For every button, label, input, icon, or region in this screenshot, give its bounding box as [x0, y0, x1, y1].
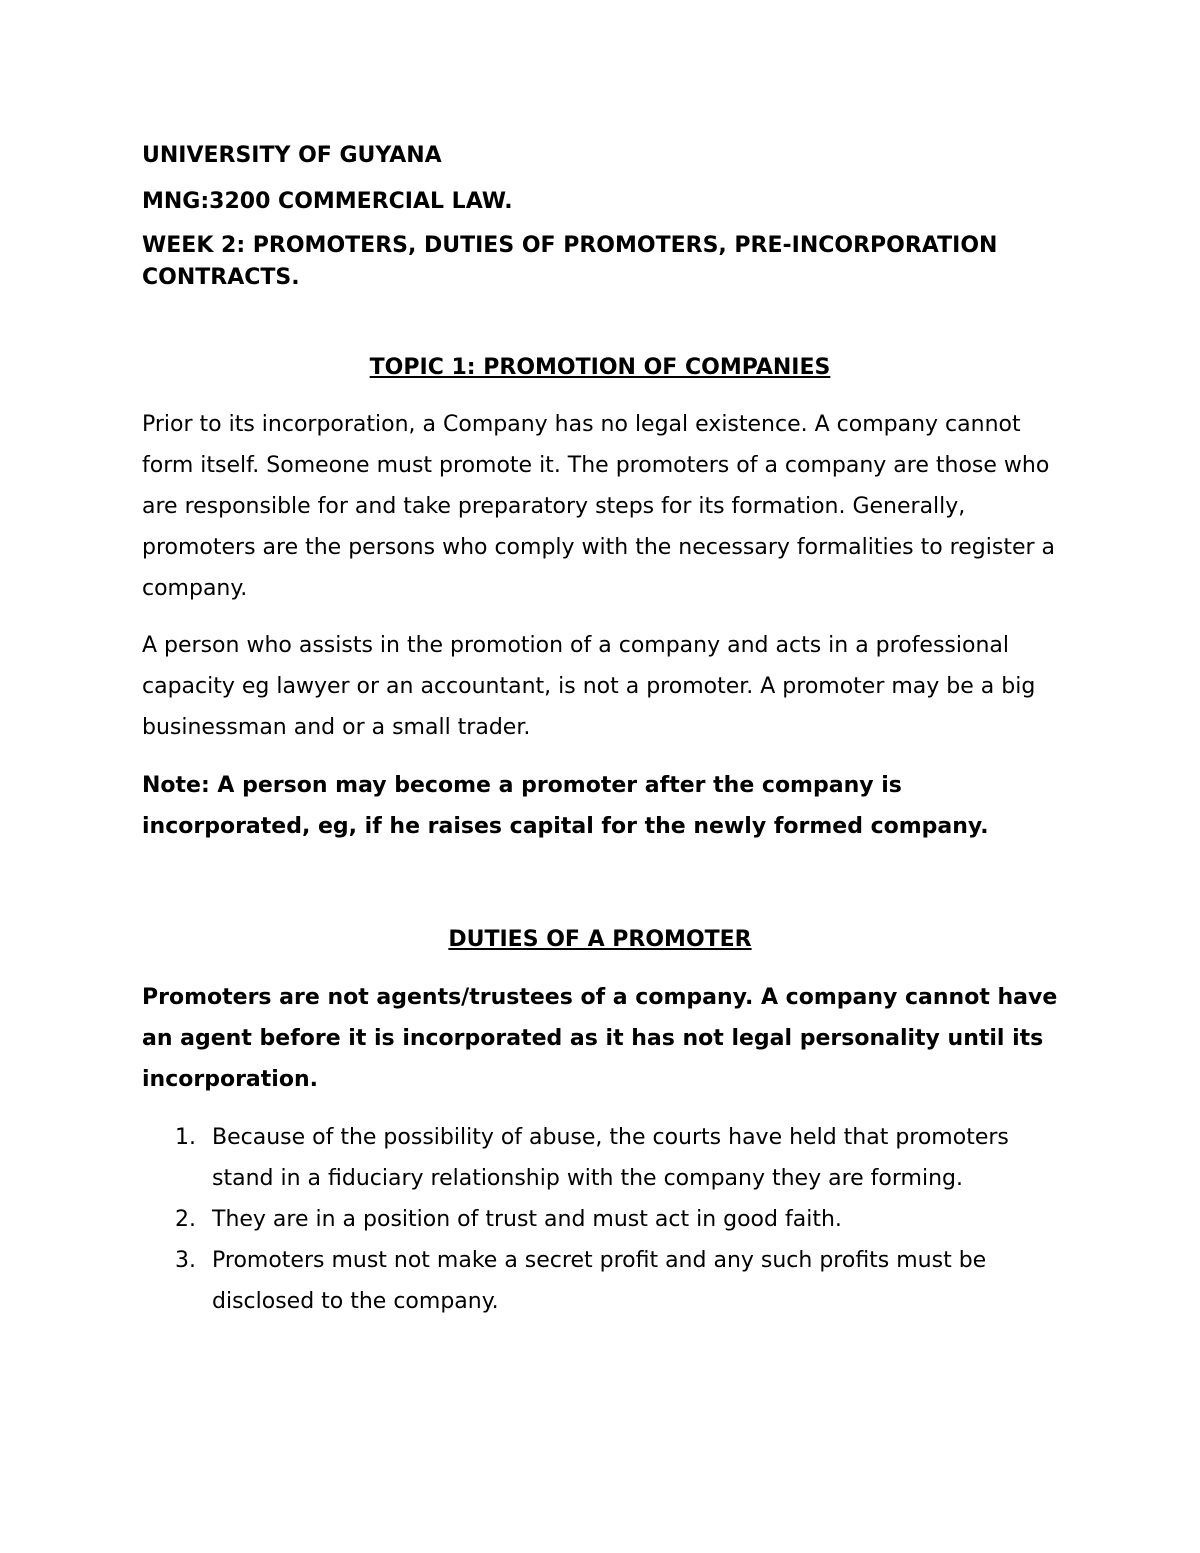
- list-item: [175, 1199, 1072, 1240]
- list-item-number: 3.: [175, 1248, 196, 1273]
- list-item-number: 2.: [175, 1207, 196, 1232]
- topic1-note: Note: A person may become a promoter after the company is incorporated, eg, if he raises capital for the newly formed company.: [142, 773, 989, 839]
- week-title: WEEK 2: PROMOTERS, DUTIES OF PROMOTERS, PRE-INCORPORATION CONTRACTS.: [142, 233, 998, 290]
- list-item-text: Promoters must not make a secret profit and any such profits must be disclosed to the company.: [212, 1248, 987, 1314]
- course-title: MNG:3200 COMMERCIAL LAW.: [142, 189, 513, 214]
- list-item: [175, 1240, 1072, 1322]
- duties-list: [175, 1117, 1072, 1322]
- duties-intro: Promoters are not agents/trustees of a company. A company cannot have an agent before it is incorporated as it has not legal personality until its incorporation.: [142, 985, 1058, 1092]
- topic1-paragraph-1: Prior to its incorporation, a Company has no legal existence. A company cannot form itself. Someone must promote it. The promoters of a company are those who are responsible for and take preparatory steps for its formation. Generally, promoters are the persons who comply with the necessary formalities to register a company.: [142, 412, 1055, 601]
- duties-heading: DUTIES OF A PROMOTER: [448, 927, 752, 952]
- list-item-number: 1.: [175, 1125, 196, 1150]
- list-item-text: They are in a position of trust and must act in good faith.: [212, 1207, 842, 1232]
- topic1-heading: TOPIC 1: PROMOTION OF COMPANIES: [369, 355, 831, 380]
- university-title: UNIVERSITY OF GUYANA: [142, 143, 442, 168]
- list-item-text: Because of the possibility of abuse, the courts have held that promoters stand in a fiduciary relationship with the company they are forming.: [212, 1125, 1009, 1191]
- list-item: [175, 1117, 1072, 1199]
- topic1-paragraph-2: A person who assists in the promotion of a company and acts in a professional capacity eg lawyer or an accountant, is not a promoter. A promoter may be a big businessman and or a small trader.: [142, 633, 1036, 740]
